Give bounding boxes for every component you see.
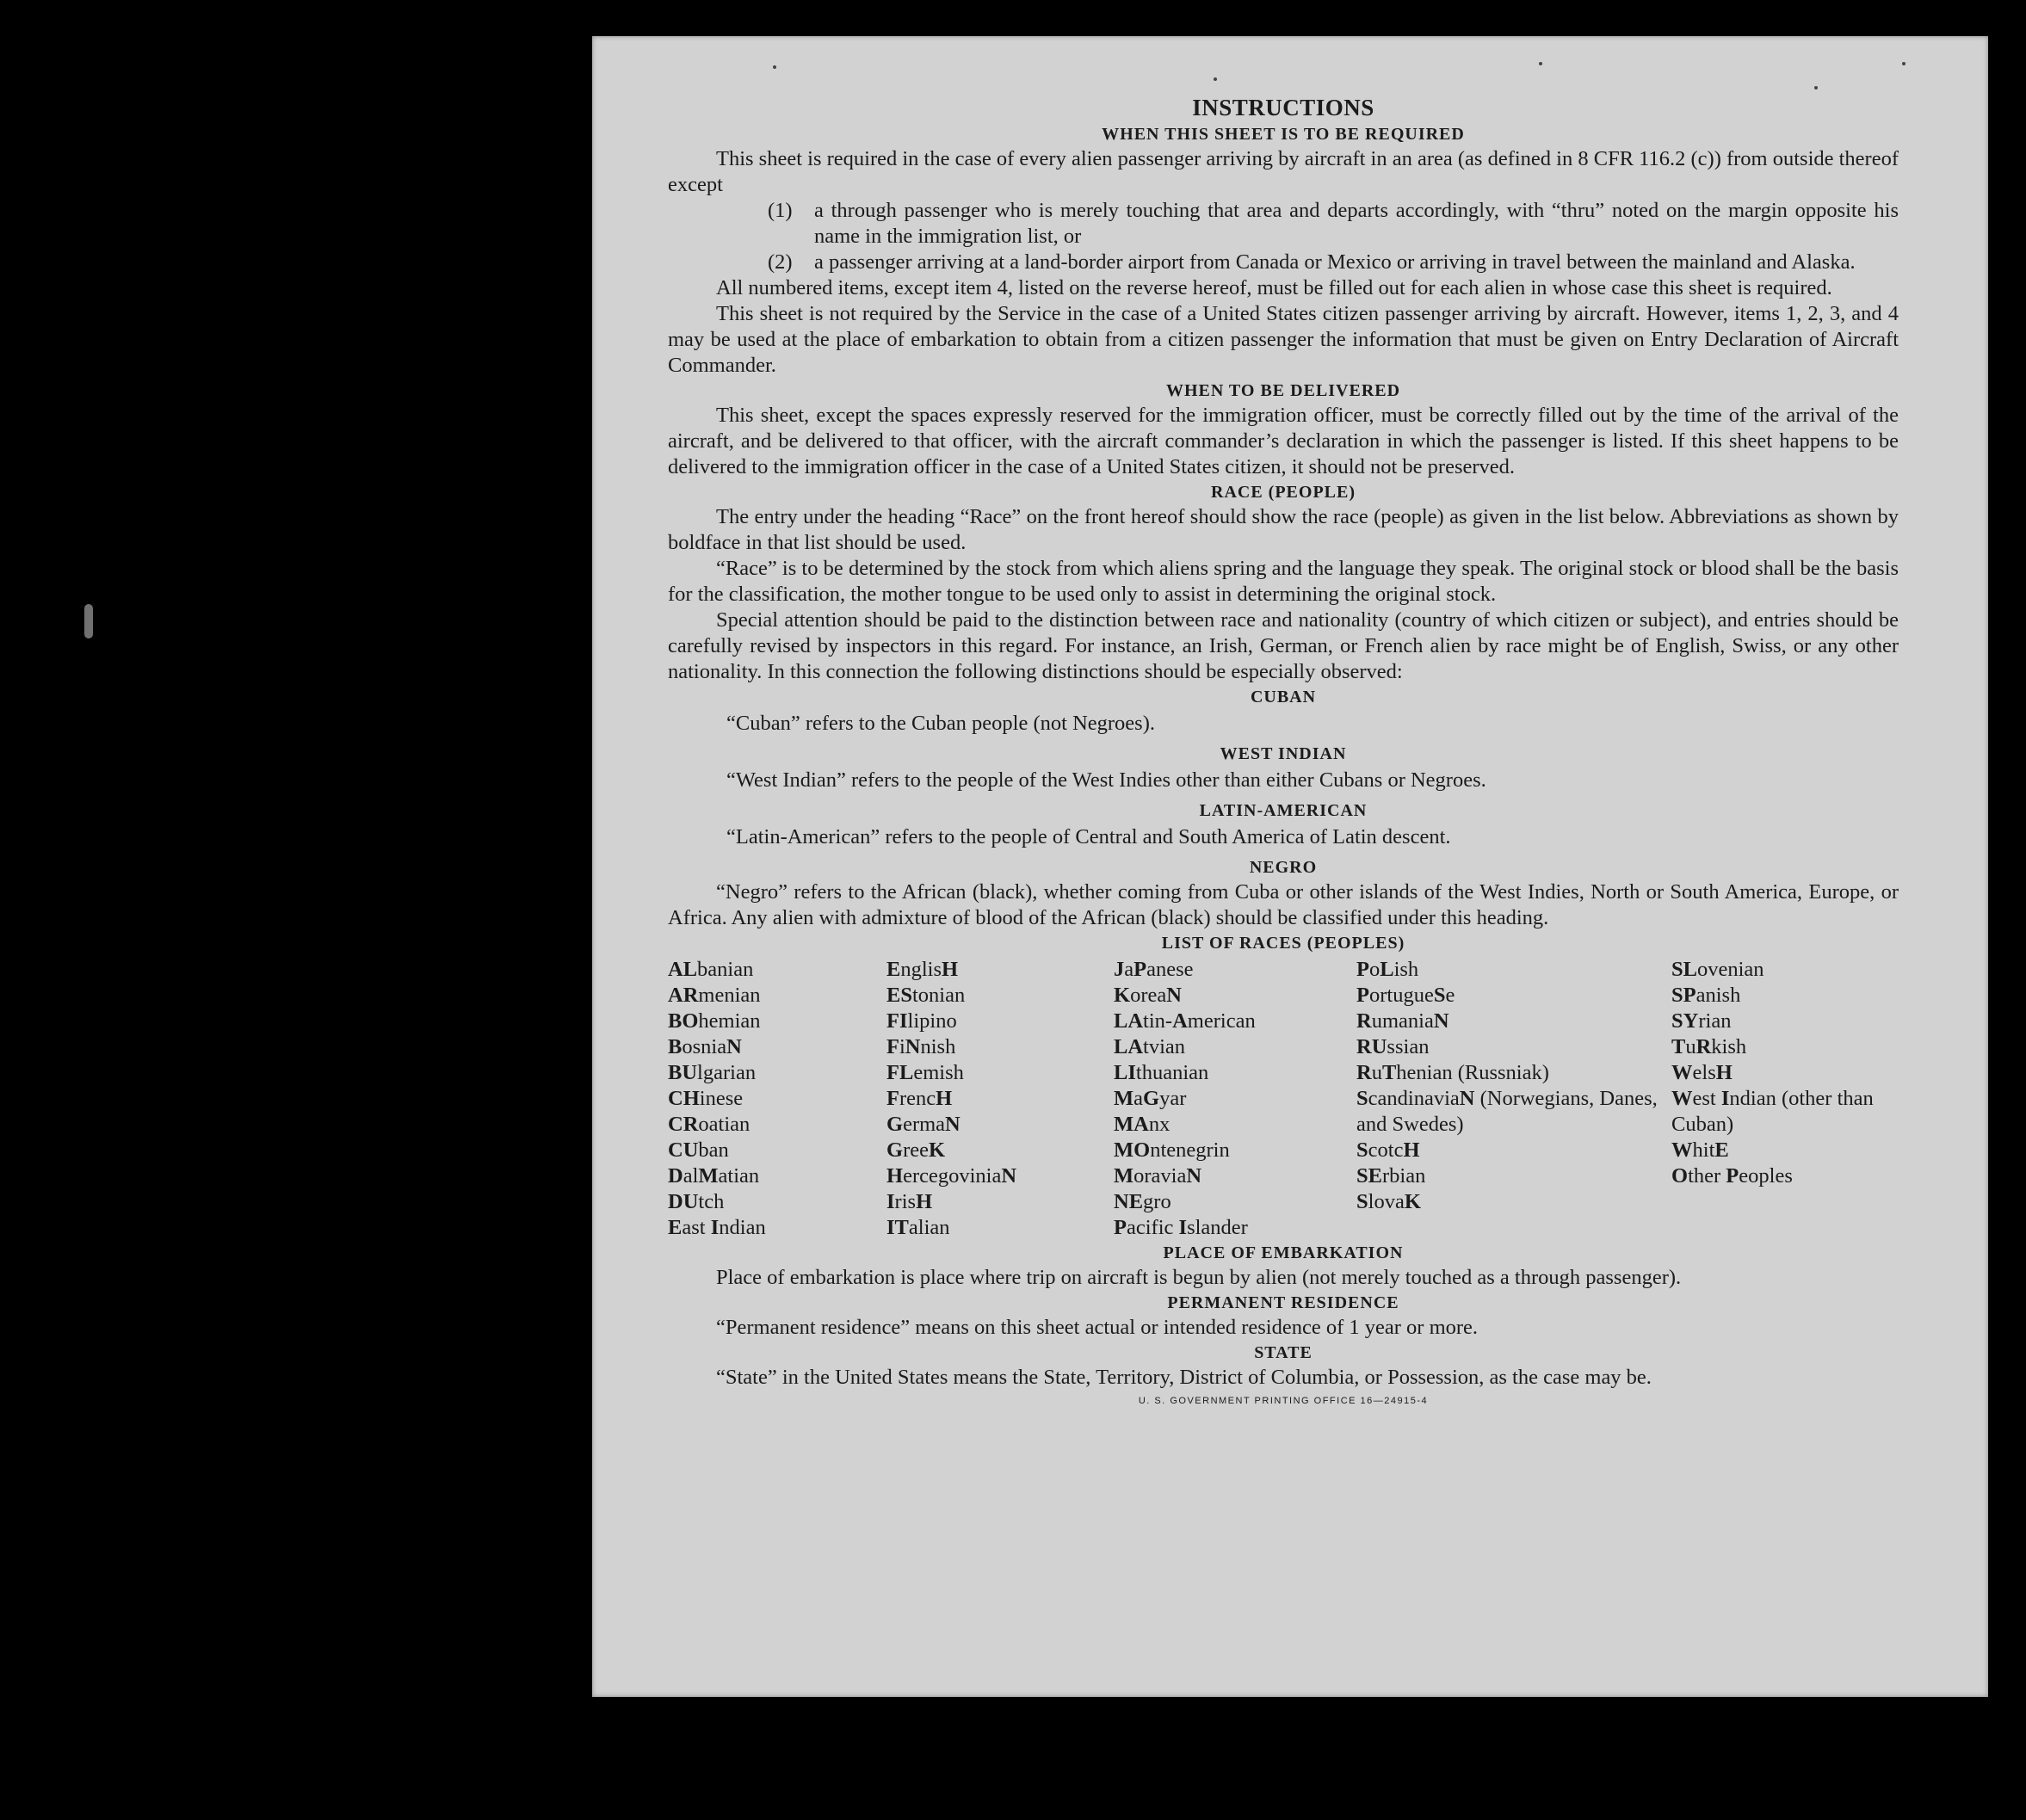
race-entry: LIthuanian	[1114, 1061, 1209, 1084]
instructions-content	[668, 93, 1899, 1406]
race-entry: MaGyar	[1114, 1087, 1187, 1110]
race-entry: FIlipino	[886, 1009, 957, 1033]
races-list	[668, 957, 1899, 1241]
list-item	[768, 250, 1899, 275]
paragraph: Special attention should be paid to the distinction between race and nationality (country of which citizen or subject), and entries should be carefully revised by inspectors in this regard. For instance, an Irish, German, or French alien by race might be of English, Swiss, or any other nationality. In this connection the following distinctions should be especially observed:	[668, 608, 1899, 683]
paragraph: All numbered items, except item 4, listed on the reverse hereof, must be filled out for each alien in whose case this sheet is required.	[716, 276, 1832, 299]
race-entry: SErbian	[1356, 1164, 1426, 1188]
paragraph: The entry under the heading “Race” on the front hereof should show the race (people) as given in the list below. Abbreviations as shown by boldface in that list should be used.	[668, 505, 1899, 554]
race-entry: MAnx	[1114, 1113, 1171, 1136]
document-sheet	[592, 36, 1988, 1697]
definition-heading: CUBAN	[1250, 688, 1317, 706]
page-title: INSTRUCTIONS	[1192, 95, 1374, 120]
definition-heading: WEST INDIAN	[1220, 744, 1347, 763]
race-entry: MoraviaN	[1114, 1164, 1202, 1188]
race-entry: DalMatian	[668, 1164, 760, 1188]
paragraph: “Race” is to be determined by the stock from which aliens spring and the language they speak. The original stock or blood shall be the basis for the classification, the mother tongue to be used only to assist in determining the original stock.	[668, 557, 1899, 606]
races-column	[1356, 957, 1671, 1241]
race-entry: RuThenian (Russniak)	[1356, 1061, 1549, 1084]
race-entry: WhitE	[1671, 1138, 1729, 1162]
races-column	[1671, 957, 1899, 1241]
paragraph: “Permanent residence” means on this sheet actual or intended residence of 1 year or more.	[716, 1316, 1479, 1339]
race-entry: MOntenegrin	[1114, 1138, 1230, 1162]
race-entry: TuRkish	[1671, 1035, 1747, 1058]
race-entry: CUban	[668, 1138, 729, 1162]
race-entry: ARmenian	[668, 984, 761, 1007]
race-entry: ITalian	[886, 1216, 950, 1239]
races-column	[1114, 957, 1356, 1241]
printer-imprint: U. S. GOVERNMENT PRINTING OFFICE 16—24915-4	[1138, 1396, 1429, 1406]
race-entry: Other Peoples	[1671, 1164, 1793, 1188]
race-entry: East Indian	[668, 1216, 766, 1239]
section-heading-delivered: WHEN TO BE DELIVERED	[1165, 381, 1401, 400]
race-entry: BUlgarian	[668, 1061, 757, 1084]
race-entry: FLemish	[886, 1061, 964, 1084]
races-column	[668, 957, 886, 1241]
race-entry: LAtin-American	[1114, 1009, 1256, 1033]
definition-text: “Latin-American” refers to the people of Central and South America of Latin descent.	[726, 825, 1451, 848]
race-entry: GermaN	[886, 1113, 960, 1136]
race-entry: WelsH	[1671, 1061, 1733, 1084]
race-entry: GreeK	[886, 1138, 946, 1162]
race-entry: Pacific Islander	[1114, 1216, 1248, 1239]
definition-text: “Cuban” refers to the Cuban people (not Negroes).	[726, 712, 1155, 735]
race-entry: EnglisH	[886, 958, 959, 981]
race-entry: PoLish	[1356, 958, 1419, 981]
paragraph: This sheet is required in the case of every alien passenger arriving by aircraft in an area (as defined in 8 CFR 116.2 (c)) from outside thereof except	[668, 147, 1899, 196]
race-entry: NEgro	[1114, 1190, 1171, 1213]
race-entry: JaPanese	[1114, 958, 1194, 981]
race-entry: PortugueSe	[1356, 984, 1455, 1007]
race-entry: CRoatian	[668, 1113, 750, 1136]
race-entry: SLovenian	[1671, 958, 1764, 981]
race-entry: CHinese	[668, 1087, 744, 1110]
race-entry: KoreaN	[1114, 984, 1182, 1007]
race-entry: RUssian	[1356, 1035, 1430, 1058]
race-entry: ALbanian	[668, 958, 754, 981]
race-entry: BosniaN	[668, 1035, 742, 1058]
definition-text: “Negro” refers to the African (black), whether coming from Cuba or other islands of the West Indies, North or South America, Europe, or Africa. Any alien with admixture of blood of the African (black) should be classified under this heading.	[668, 880, 1899, 929]
race-entry: RumaniaN	[1356, 1009, 1449, 1033]
scan-artifact	[84, 604, 93, 639]
speck	[1539, 62, 1542, 65]
race-entry: SlovaK	[1356, 1190, 1421, 1213]
section-heading-embarkation: PLACE OF EMBARKATION	[1163, 1243, 1404, 1262]
section-heading-race: RACE (PEOPLE)	[1211, 483, 1356, 502]
definition-text: “West Indian” refers to the people of the West Indies other than either Cubans or Negroes.	[726, 768, 1486, 792]
paragraph: This sheet is not required by the Service in the case of a United States citizen passenger arriving by aircraft. However, items 1, 2, 3, and 4 may be used at the place of embarkation to obtain from a citizen passenger the information that must be given on Entry Declaration of Aircraft Commander.	[668, 302, 1899, 377]
races-list-heading: LIST OF RACES (PEOPLES)	[1161, 934, 1405, 953]
race-entry: ScotcH	[1356, 1138, 1420, 1162]
race-entry: DUtch	[668, 1190, 725, 1213]
definition-heading: LATIN-AMERICAN	[1199, 801, 1368, 820]
speck	[1214, 77, 1217, 81]
section-heading-residence: PERMANENT RESIDENCE	[1167, 1293, 1399, 1312]
speck	[773, 65, 776, 69]
race-entry: EStonian	[886, 984, 966, 1007]
paragraph: “State” in the United States means the State, Territory, District of Columbia, or Possession, as the case may be.	[716, 1366, 1652, 1389]
paragraph: This sheet, except the spaces expressly reserved for the immigration officer, must be correctly filled out by the time of the arrival of the aircraft, and be delivered to that officer, with the aircraft commander’s declaration in which the passenger is listed. If this sheet happens to be delivered to the immigration officer in the case of a United States citizen, it should not be preserved.	[668, 404, 1899, 478]
item-text: a passenger arriving at a land-border airport from Canada or Mexico or arriving in travel between the mainland and Alaska.	[814, 250, 1856, 274]
speck	[1814, 86, 1818, 89]
section-heading-state: STATE	[1254, 1343, 1313, 1362]
race-entry: IrisH	[886, 1190, 933, 1213]
list-item	[768, 198, 1899, 250]
race-entry: FiNnish	[886, 1035, 956, 1058]
item-number: (1)	[768, 199, 793, 222]
race-entry: HercegoviniaN	[886, 1164, 1017, 1188]
race-entry: LAtvian	[1114, 1035, 1186, 1058]
race-entry: SYrian	[1671, 1009, 1732, 1033]
paragraph: Place of embarkation is place where trip on aircraft is begun by alien (not merely touched as a through passenger).	[716, 1266, 1682, 1289]
speck	[1902, 62, 1906, 65]
race-entry: FrencH	[886, 1087, 953, 1110]
races-column	[886, 957, 1114, 1241]
race-entry: ScandinaviaN (Norwegians, Danes, and Swedes)	[1356, 1087, 1658, 1136]
item-text: a through passenger who is merely touching that area and departs accordingly, with “thru” noted on the margin opposite his name in the immigration list, or	[814, 199, 1899, 248]
item-number: (2)	[768, 250, 793, 274]
section-heading-required: WHEN THIS SHEET IS TO BE REQUIRED	[1102, 125, 1465, 144]
race-entry: West Indian (other than Cuban)	[1671, 1087, 1874, 1136]
race-entry: BOhemian	[668, 1009, 761, 1033]
race-entry: SPanish	[1671, 984, 1741, 1007]
definition-heading: NEGRO	[1249, 858, 1318, 877]
